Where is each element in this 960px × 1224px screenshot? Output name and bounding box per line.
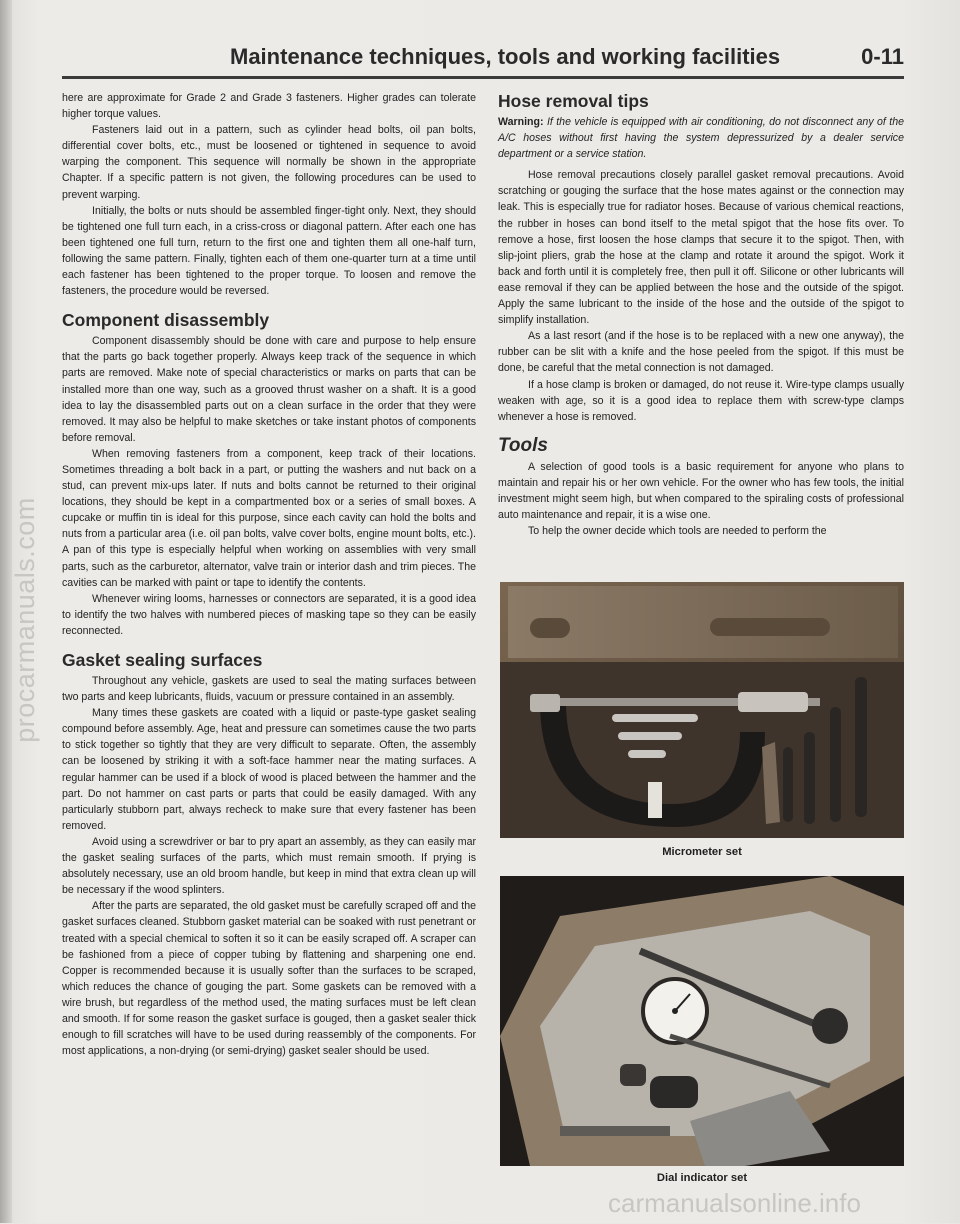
paragraph: When removing fasteners from a component, keep track of their locations. Sometimes threading a bolt back in a part, or putting the washers and nut back on a stud, can prevent mix-ups later. If nuts and bolts cannot be returned to their original locations, they should be kept in a compartmented box or a series of small boxes. A cupcake or muffin tin is ideal for this purpose, since each cavity can hold the bolts and nuts from a particular area (i.e. oil pan bolts, valve cover bolts, engine mount bolts, etc.). A pan of this type is especially helpful when working on assemblies with very small parts, such as the carburetor, alternator, valve train or interior dash and trim pieces. The cavities can be marked with paint or tape to identify the contents. (62, 447, 476, 589)
micrometer-illustration (500, 582, 904, 838)
paragraph: After the parts are separated, the old gasket must be carefully scraped off and the gasket surfaces cleaned. Stubborn gasket material can be soaked with rust penetrant or treated with a special chemical to soften it so it can be easily scraped off. A scraper can be fashioned from a piece of copper tubing by flattening and sharpening one end. Copper is recommended because it is usually softer than the surfaces to be scraped, which reduces the chance of gouging the part. Some gaskets can be removed with a wire brush, but regardless of the method used, the mating surfaces must be left clean and smooth. If for some reason the gasket surface is gouged, then a gasket sealer thick enough to fill scratches will have to be used during reassembly of the components. For most applications, a non-drying (or semi-drying) gasket sealer should be used. (62, 900, 476, 1058)
paragraph: Avoid using a screwdriver or bar to pry apart an assembly, as they can easily mar the gasket sealing surfaces of the parts, which must remain smooth. If prying is absolutely necessary, use an old broom handle, but keep in mind that extra clean up will be necessary if the wood splinters. (62, 835, 476, 897)
header-rule (62, 76, 904, 79)
running-header (62, 42, 904, 82)
left-column (62, 90, 476, 1059)
header-title: Maintenance techniques, tools and working facilities (230, 44, 781, 69)
paragraph: If a hose clamp is broken or damaged, do not reuse it. Wire-type clamps usually weaken with age, so it is a good idea to replace them with screw-type clamps whenever a hose is removed. (498, 378, 904, 423)
section-heading-component-disassembly: Component disassembly (62, 310, 270, 331)
dial-indicator-set-photo (500, 876, 904, 1166)
paragraph: Whenever wiring looms, harnesses or connectors are separated, it is a good idea to identify the two halves with numbered pieces of masking tape so they can be easily reconnected. (62, 592, 476, 637)
micrometer-set-photo (500, 582, 904, 838)
paragraph: To help the owner decide which tools are needed to perform the (528, 525, 827, 538)
warning-label: Warning: (498, 116, 544, 128)
paragraph: Throughout any vehicle, gaskets are used to seal the mating surfaces between two parts and keep lubricants, fluids, vacuum or pressure contained in an assembly. (62, 675, 476, 704)
bottom-watermark: carmanualsonline.info (608, 1188, 861, 1218)
paragraph: Hose removal precautions closely parallel gasket removal precautions. Avoid scratching or gouging the surface that the hose mates against or the connection may leak. This is especially true for radiator hoses. Because of various chemical reactions, the rubber in hoses can bond itself to the metal spigot that the hose fits over. To remove a hose, first loosen the hose clamps that secure it to the spigot. Then, with slip-joint pliers, grab the hose at the clamp and rotate it around the spigot. Work it back and forth until it is completely free, then pull it off. Silicone or other lubricants will ease removal if they can be applied between the hose and the outside of the spigot. Apply the same lubricant to the inside of the hose and the outside of the spigot to simplify installation. (498, 169, 904, 327)
paragraph: Many times these gaskets are coated with a liquid or paste-type gasket sealing compound before assembly. Age, heat and pressure can sometimes cause the two parts to stick together so tightly that they are very difficult to separate. Often, the assembly can be loosened by striking it with a soft-face hammer near the mating surfaces. A regular hammer can be used if a block of wood is placed between the hammer and the part. Do not hammer on cast parts or parts that could be easily damaged. With any particularly stubborn part, always recheck to make sure that every fastener has been removed. (62, 707, 476, 832)
right-column (498, 90, 904, 539)
side-watermark: procarmanuals.com (10, 497, 40, 743)
warning-note (498, 114, 904, 162)
figure-caption-micrometer: Micrometer set (662, 846, 742, 858)
paragraph: As a last resort (and if the hose is to be replaced with a new one anyway), the rubber can be slit with a knife and the hose peeled from the spigot. If this must be done, be careful that the metal connection is not damaged. (498, 330, 904, 375)
paragraph: Component disassembly should be done with care and purpose to help ensure that the parts go back together properly. Always keep track of the sequence in which parts are removed. Make note of special characteristics or marks on parts that can be installed more than one way, such as a grooved thrust washer on a shaft. It is a good idea to lay the disassembled parts out on a clean surface in the order that they were removed. It may also be helpful to make sketches or take instant photos of components before removal. (62, 335, 476, 444)
paragraph: Initially, the bolts or nuts should be assembled finger-tight only. Next, they should be tightened one full turn each, in a criss-cross or diagonal pattern. After each one has been tightened one full turn, return to the first one and tighten them all one-half turn, following the same pattern. Finally, tighten each of them one-quarter turn at a time until each fastener has been tightened to the proper torque. To loosen and remove the fasteners, the procedure would be reversed. (62, 204, 476, 298)
page-number: 0-11 (861, 44, 904, 69)
paragraph: Fasteners laid out in a pattern, such as cylinder head bolts, oil pan bolts, differential cover bolts, etc., must be loosened or tightened in sequence to avoid warping the component. This sequence will normally be shown in the appropriate Chapter. If a specific pattern is not given, the following procedures can be used to prevent warping. (62, 124, 476, 201)
section-heading-gasket-sealing: Gasket sealing surfaces (62, 650, 263, 670)
paragraph: A selection of good tools is a basic requirement for anyone who plans to maintain and repair his or her own vehicle. For the owner who has few tools, the initial investment might seem high, but when compared to the spiraling costs of professional auto maintenance and repair, it is a wise one. (498, 460, 904, 522)
figure-caption-dial-indicator: Dial indicator set (656, 1172, 748, 1184)
dial-indicator-illustration (500, 876, 904, 1166)
section-heading-hose-removal: Hose removal tips (498, 91, 649, 111)
warning-text: If the vehicle is equipped with air conditioning, do not disconnect any of the A/C hoses without first having the system depressurized by a dealer service department or a service station. (498, 116, 904, 161)
section-heading-tools: Tools (498, 434, 548, 456)
paragraph: here are approximate for Grade 2 and Grade 3 fasteners. Higher grades can tolerate higher torque values. (62, 92, 476, 121)
